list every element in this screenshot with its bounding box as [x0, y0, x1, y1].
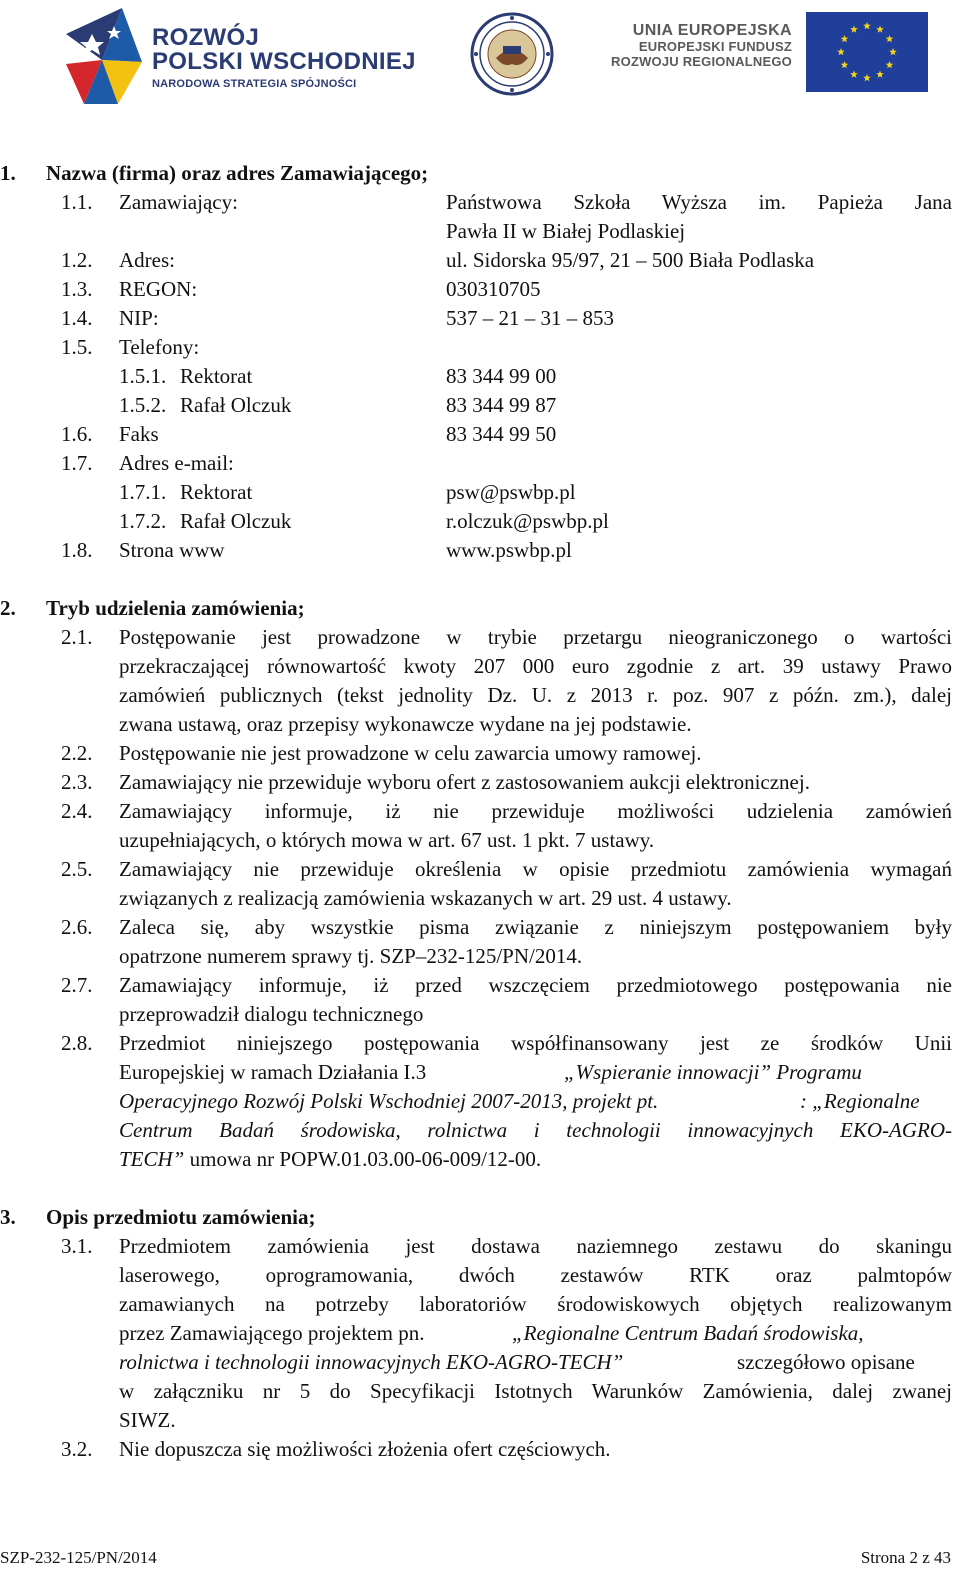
- eu-flag-icon: [806, 12, 928, 92]
- section-1-heading: 1. Nazwa (firma) oraz adres Zamawiającego;: [0, 159, 960, 188]
- item-1-5-1: 1.5.1. Rektorat 83 344 99 00: [119, 364, 557, 388]
- item-1-6: 1.6. Faks 83 344 99 50: [61, 422, 557, 446]
- eu-fund-text: [584, 22, 792, 70]
- email-link-olczuk[interactable]: r.olczuk@pswbp.pl: [446, 509, 609, 533]
- eu-line-2: EUROPEJSKI FUNDUSZ: [638, 39, 792, 55]
- item-1-1-cont: Pawła II w Białej Podlaskiej: [446, 219, 686, 243]
- section-title: Tryb udzielenia zamówienia;: [46, 596, 305, 620]
- logo-line-3: NARODOWA STRATEGIA SPÓJNOŚCI: [152, 78, 357, 90]
- item-1-2: 1.2. Adres: ul. Sidorska 95/97, 21 – 500 Biała Podlaska: [61, 248, 815, 272]
- item-1-8: 1.8. Strona www www.pswbp.pl: [0, 536, 960, 565]
- rps-emblem-icon: [62, 4, 146, 108]
- item-1-4: 1.4. NIP: 537 – 21 – 31 – 853: [61, 306, 614, 330]
- item-1-3: 1.3. REGON: 030310705: [61, 277, 541, 301]
- section-3-heading: 3. Opis przedmiotu zamówienia;: [0, 1203, 960, 1232]
- page-header: [0, 0, 960, 112]
- eu-line-1: UNIA EUROPEJSKA: [632, 22, 792, 39]
- item-1-7: 1.7. Adres e-mail:: [61, 451, 234, 475]
- item-1-7-2: 1.7.2. Rafał Olczuk r.olczuk@pswbp.pl: [0, 507, 960, 536]
- logo-line-2: POLSKI WSCHODNIEJ: [152, 48, 416, 75]
- section-2-heading: 2. Tryb udzielenia zamówienia;: [0, 594, 960, 623]
- footer-page-number: Strona 2 z 43: [860, 1548, 951, 1567]
- item-1-5-2: 1.5.2. Rafał Olczuk 83 344 99 87: [119, 393, 557, 417]
- section-title: Opis przedmiotu zamówienia;: [46, 1205, 316, 1229]
- footer-case-number: SZP-232-125/PN/2014: [0, 1548, 157, 1567]
- email-link-rektorat[interactable]: psw@pswbp.pl: [446, 480, 576, 504]
- item-1-1: 1.1. Zamawiający: Państwowa Szkoła Wyższa im. Papieża Jana: [61, 190, 952, 214]
- university-seal-icon: [470, 12, 554, 96]
- logo-line-1: ROZWÓJ: [152, 24, 260, 51]
- website-link[interactable]: www.pswbp.pl: [446, 538, 572, 562]
- rozwoj-polski-wschodniej-logo: [62, 4, 422, 108]
- item-1-5: 1.5. Telefony:: [61, 335, 200, 359]
- item-1-7-1: 1.7.1. Rektorat psw@pswbp.pl: [0, 478, 960, 507]
- eu-line-3: ROZWOJU REGIONALNEGO: [611, 54, 792, 70]
- section-title: Nazwa (firma) oraz adres Zamawiającego;: [46, 161, 429, 185]
